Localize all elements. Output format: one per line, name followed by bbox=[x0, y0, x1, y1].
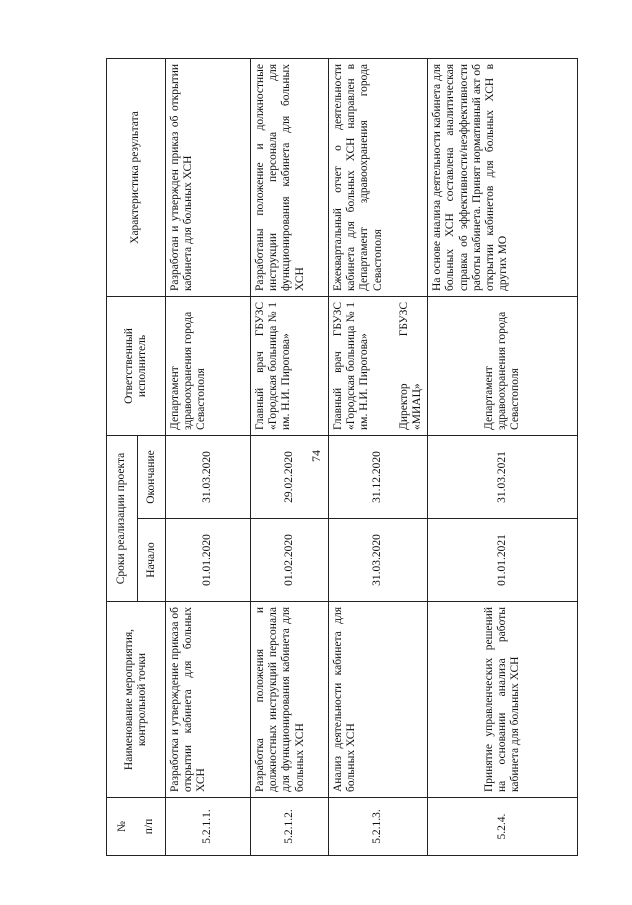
row-responsible: Главный врач ГБУЗС «Городская больница № 1 им. Н.И. Пирогова» bbox=[251, 296, 329, 435]
row-num: 5.2.4. bbox=[428, 798, 578, 856]
row-name: Разработка положения и должностных инструкций персонала для функционирования кабинета для больных ХСН bbox=[251, 602, 329, 798]
row-name: Анализ деятельности кабинета для больных ХСН bbox=[329, 602, 428, 798]
table-row bbox=[428, 58, 578, 855]
rotated-table-wrapper bbox=[106, 59, 570, 856]
table-row bbox=[251, 58, 329, 855]
header-period: Сроки реализации проекта bbox=[107, 435, 138, 601]
row-start: 01.01.2021 bbox=[428, 519, 578, 602]
header-responsible: Ответственный исполнитель bbox=[107, 296, 166, 435]
row-end: 29.02.2020 bbox=[251, 435, 329, 518]
header-num: № п/п bbox=[107, 798, 166, 856]
row-num: 5.2.1.2. bbox=[251, 798, 329, 856]
row-name: Принятие управленческих решений на основании анализа работы кабинета для больных ХСН bbox=[428, 602, 578, 798]
responsible-line: Директор ГБУЗС «МИАЦ» bbox=[397, 301, 423, 430]
row-end: 31.03.2021 bbox=[428, 435, 578, 518]
row-result: Разработан и утвержден приказ об открытии кабинета для больных ХСН bbox=[166, 58, 251, 296]
row-num: 5.2.1.1. bbox=[166, 798, 251, 856]
project-table bbox=[106, 58, 578, 856]
row-start: 31.03.2020 bbox=[329, 519, 428, 602]
header-name: Наименование мероприятия, контрольной точки bbox=[107, 602, 166, 798]
row-start: 01.01.2020 bbox=[166, 519, 251, 602]
row-start: 01.02.2020 bbox=[251, 519, 329, 602]
row-result: На основе анализа деятельности кабинета для больных ХСН составлена аналитическая справка об эффективности/неэффективности работы кабинета. Принят нормативный акт об открытии кабинетов для больных ХСН в других МО bbox=[428, 58, 578, 296]
row-responsible: Департамент здравоохранения города Севастополя bbox=[166, 296, 251, 435]
responsible-line: Главный врач ГБУЗС «Городская больница № 1 им. Н.И. Пирогова» bbox=[332, 301, 371, 430]
row-responsible bbox=[329, 296, 428, 435]
page-number: 74 bbox=[309, 450, 323, 462]
header-start: Начало bbox=[138, 519, 166, 602]
table-row bbox=[329, 58, 428, 855]
row-end: 31.03.2020 bbox=[166, 435, 251, 518]
row-result: Разработаны положение и должностные инструкции персонала для функционирования кабинета для больных ХСН bbox=[251, 58, 329, 296]
row-responsible: Департамент здравоохранения города Севастополя bbox=[428, 296, 578, 435]
row-end: 31.12.2020 bbox=[329, 435, 428, 518]
header-row bbox=[107, 58, 138, 855]
row-result: Ежеквартальный отчет о деятельности кабинета для больных ХСН направлен в Департамент здравоохранения города Севастополя bbox=[329, 58, 428, 296]
table-row bbox=[166, 58, 251, 855]
row-num: 5.2.1.3. bbox=[329, 798, 428, 856]
header-result: Характеристика результата bbox=[107, 58, 166, 296]
header-end: Окончание bbox=[138, 435, 166, 518]
row-name: Разработка и утверждение приказа об открытии кабинета для больных ХСН bbox=[166, 602, 251, 798]
